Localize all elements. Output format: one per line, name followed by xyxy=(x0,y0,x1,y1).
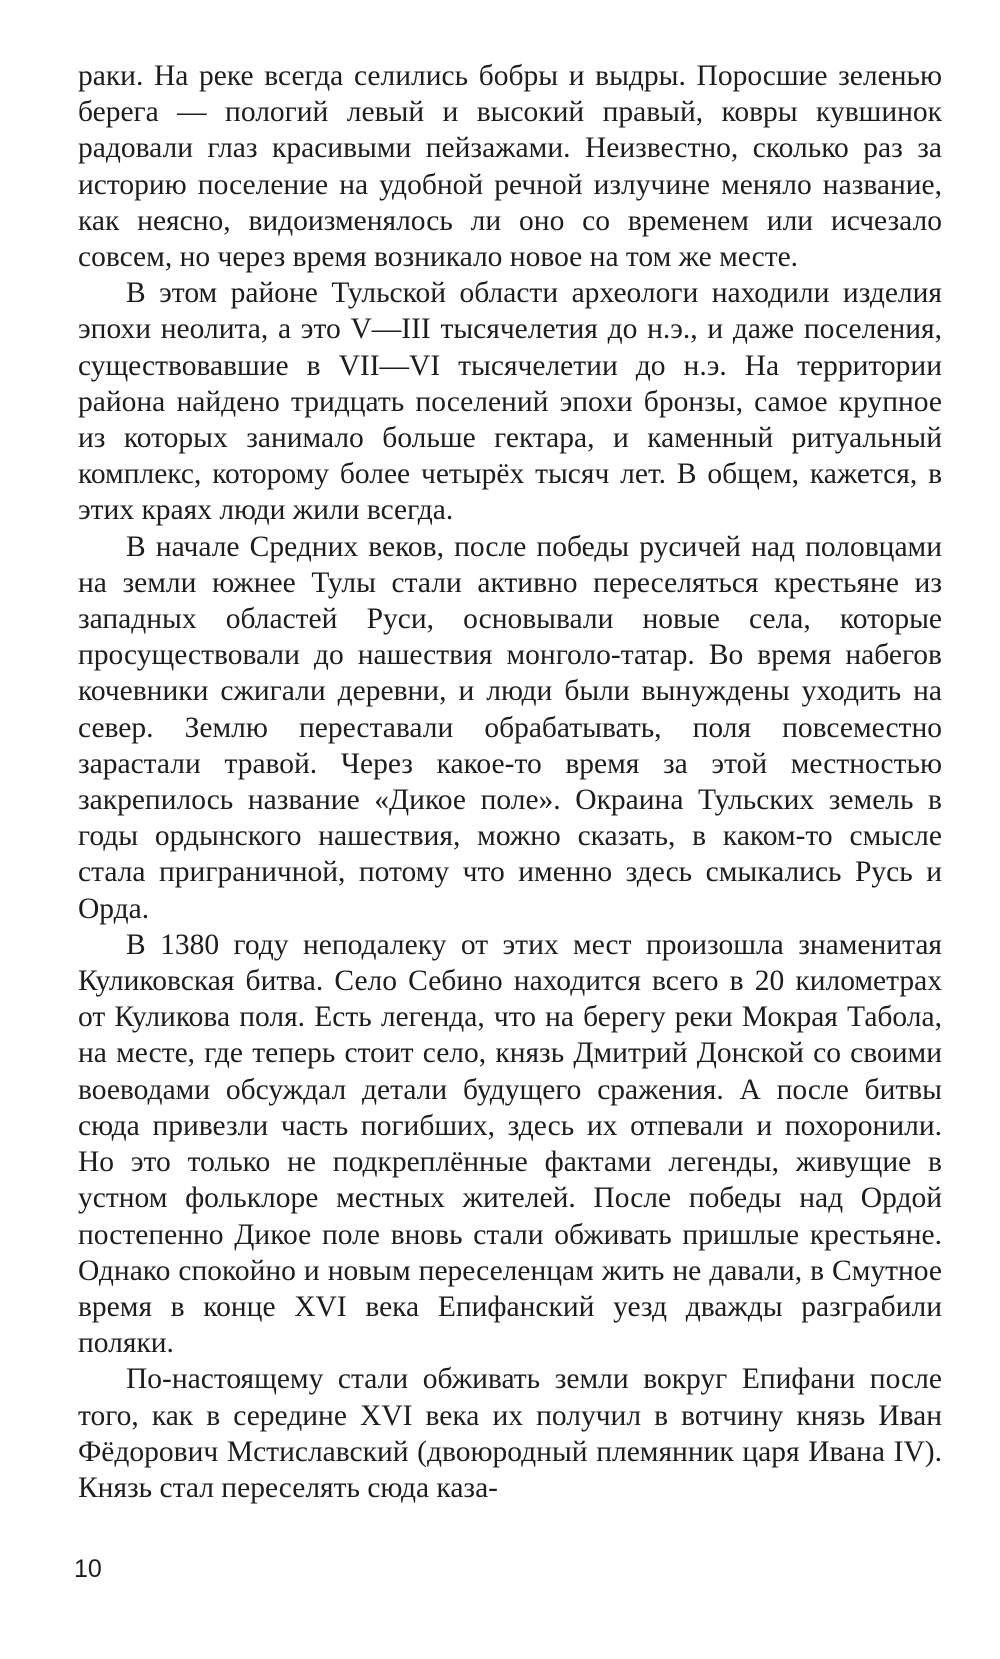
page-number: 10 xyxy=(74,1555,102,1583)
paragraph-1: раки. На реке всегда селились бобры и выдры. Поросшие зеленью берега — пологий левый и высокий правый, ковры кувшинок радовали глаз красивыми пейзажами. Неизвестно, сколько раз за историю поселение на удобной речной излучине меняло название, как неясно, видоизменялось ли оно со временем или исчезало совсем, но через время возникало новое на том же месте. xyxy=(78,60,942,274)
paragraph-5: По-настоящему стали обживать земли вокруг Епифани после того, как в середине XVI века их получил в вотчину князь Иван Фёдорович Мстиславский (двоюродный племянник царя Ивана IV). Князь стал переселять сюда каза- xyxy=(78,1363,942,1504)
paragraph-3: В начале Средних веков, после победы русичей над половцами на земли южнее Тулы стали активно переселяться крестьяне из западных областей Руси, основывали новые села, которые просуществовали до нашествия монголо-татар. Во время набегов кочевники сжигали деревни, и люди были вынуждены уходить на север. Землю переставали обрабатывать, поля повсеместно зарастали травой. Через какое-то время за этой местностью закрепилось название «Дикое поле». Окраина Тульских земель в годы ордынского нашествия, можно сказать, в каком-то смысле стала приграничной, потому что именно здесь смыкались Русь и Орда. xyxy=(78,530,942,925)
paragraph-4: В 1380 году неподалеку от этих мест произошла знаменитая Куликовская битва. Село Себино находится всего в 20 километрах от Куликова поля. Есть легенда, что на берегу реки Мокрая Табола, на месте, где теперь стоит село, князь Дмитрий Донской со своими воеводами обсуждал детали будущего сражения. А после битвы сюда привезли часть погибших, здесь их отпевали и похоронили. Но это только не подкреплённые фактами легенды, живущие в устном фольклоре местных жителей. После победы над Ордой постепенно Дикое поле вновь стали обживать пришлые крестьяне. Однако спокойно и новым переселенцам жить не давали, в Смутное время в конце XVI века Епифанский уезд дважды разграбили поляки. xyxy=(78,928,942,1360)
paragraph-2: В этом районе Тульской области археологи находили изделия эпохи неолита, а это V—III тысячелетия до н.э., и даже поселения, существовавшие в VII—VI тысячелетии до н.э. На территории района найдено тридцать поселений эпохи бронзы, самое крупное из которых занимало больше гектара, и каменный ритуальный комплекс, которому более четырёх тысяч лет. В общем, кажется, в этих краях люди жили всегда. xyxy=(78,277,942,527)
page-text xyxy=(78,58,942,1506)
